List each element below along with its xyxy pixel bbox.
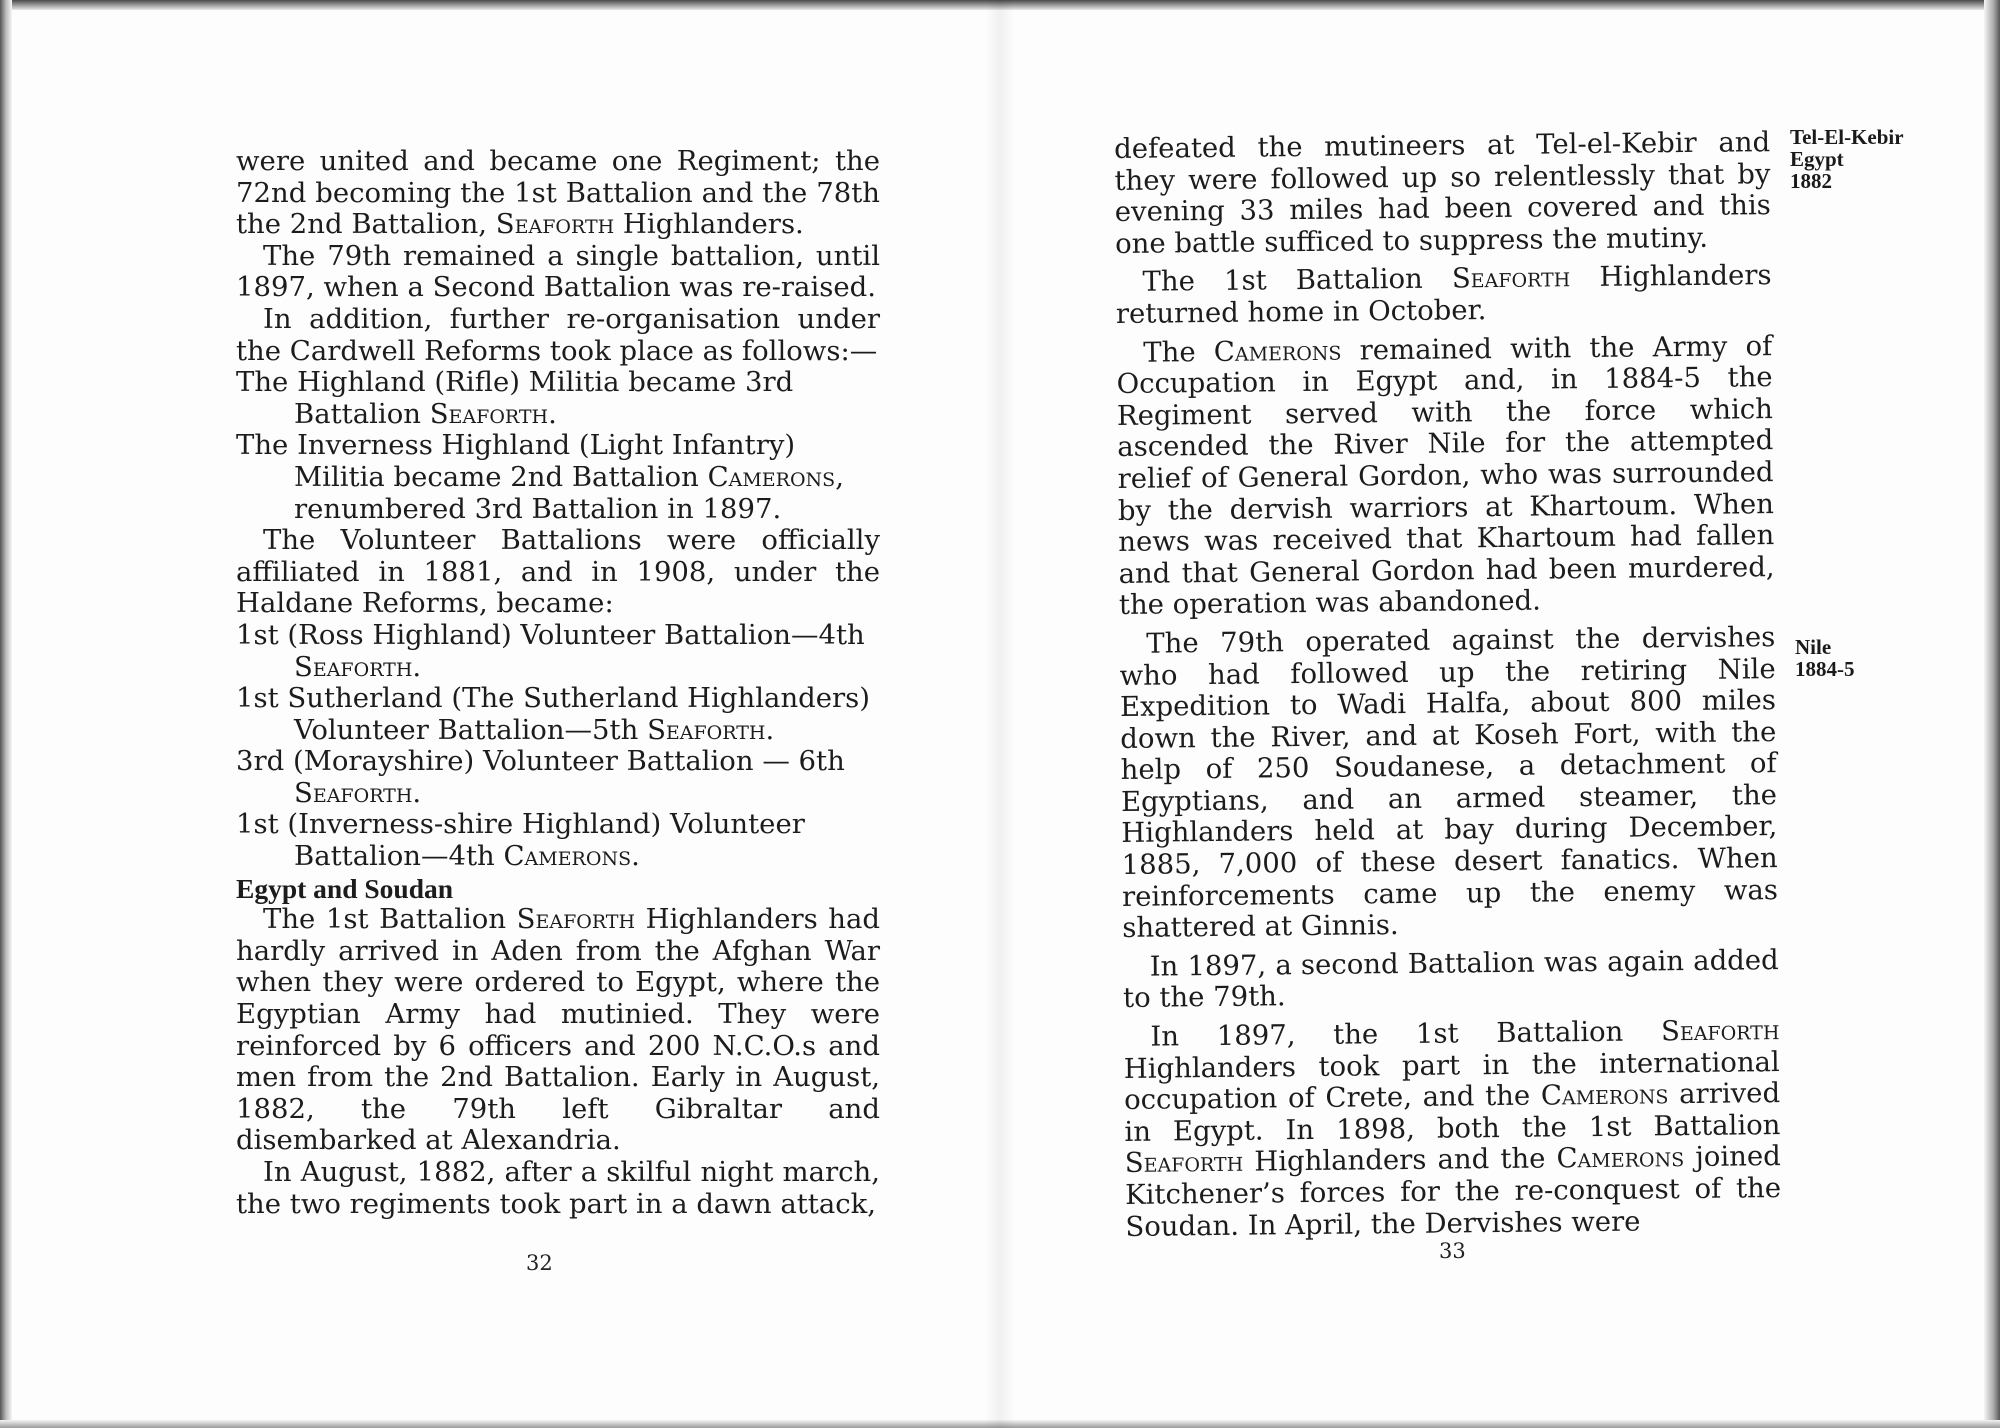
- list-item: 3rd (Morayshire) Volunteer Battalion — 6th Seaforth.: [236, 745, 845, 809]
- paragraph: In 1897, a second Battalion was again added to the 79th.: [1122, 943, 1779, 1015]
- regiment-name: Camerons: [1540, 1078, 1669, 1112]
- paragraph: were united and became one Regiment; the 72nd becoming the 1st Battalion and the 78th the 2nd Battalion, Seaforth Highlanders.: [236, 145, 880, 241]
- regiment-name: Camerons: [1556, 1141, 1685, 1175]
- right-page: [1114, 127, 1782, 1243]
- section-heading: Egypt and Soudan: [236, 872, 454, 904]
- regiment-name: Seaforth: [647, 713, 766, 746]
- page-right-edge: [1984, 0, 2000, 1428]
- page-number: 32: [526, 1251, 553, 1275]
- regiment-name: Seaforth: [1660, 1014, 1780, 1048]
- paragraph: In 1897, the 1st Battalion Seaforth Highlanders took part in the international occupation of Crete, and the Camerons arrived in Egypt. In 1898, both the 1st Battalion Seaforth Highlanders and the Camerons joined Kitchener’s forces for the re-conquest of the Soudan. In April, the Dervishes were: [1123, 1014, 1782, 1243]
- paragraph: In August, 1882, after a skilful night march, the two regiments took part in a dawn attack,: [236, 1156, 880, 1220]
- page-left-edge: [0, 0, 12, 1428]
- page-number: 33: [1439, 1239, 1466, 1263]
- paragraph: The 1st Battalion Seaforth Highlanders had hardly arrived in Aden from the Afghan War when they were ordered to Egypt, where the Egyptian Army had mutinied. They were reinforced by 6 officers and 200 N.C.O.s and men from the 2nd Battalion. Early in August, 1882, the 79th left Gibraltar and disembarked at Alexandria.: [236, 903, 881, 1157]
- margin-note-line: Egypt: [1790, 147, 1844, 171]
- margin-note-nile: [1795, 636, 1855, 680]
- regiment-name: Seaforth: [516, 903, 636, 936]
- regiment-name: Camerons: [503, 840, 632, 873]
- regiment-name: Seaforth: [429, 397, 549, 430]
- margin-note-line: 1882: [1790, 169, 1832, 193]
- margin-note-tel-el-kebir: [1790, 126, 1904, 192]
- regiment-name: Seaforth: [294, 650, 413, 683]
- list-item: The Inverness Highland (Light Infantry) Militia became 2nd Battalion Camerons, renumbered 3rd Battalion in 1897.: [236, 429, 844, 525]
- regiment-name: Seaforth: [1124, 1146, 1244, 1180]
- regiment-name: Seaforth: [495, 208, 615, 241]
- margin-note-line: Tel-El-Kebir: [1790, 125, 1904, 149]
- regiment-name: Camerons: [1213, 334, 1342, 368]
- margin-note-line: 1884-5: [1795, 657, 1855, 681]
- list-item: 1st Sutherland (The Sutherland Highlanders) Volunteer Battalion—5th Seaforth.: [236, 682, 871, 746]
- regiment-name: Seaforth: [1451, 261, 1571, 295]
- paragraph: The 79th operated against the dervishes who had followed up the retiring Nile Expedition to Wadi Halfa, about 800 miles down the River, and at Koseh Fort, with the help of 250 Soudanese, a detachment of Egyptians, and an armed steamer, the Highlanders held at bay during December, 1885, 7,000 of these desert fanatics. When reinforcements came up the enemy was shattered at Ginnis.: [1119, 621, 1779, 945]
- list-item: 1st (Inverness-shire Highland) Volunteer Battalion—4th Camerons.: [236, 808, 805, 873]
- list-item: 1st (Ross Highland) Volunteer Battalion—4th Seaforth.: [236, 618, 865, 683]
- book-gutter: [985, 0, 1015, 1428]
- paragraph: The 1st Battalion Seaforth Highlanders returned home in October.: [1115, 259, 1772, 330]
- margin-note-line: Nile: [1795, 635, 1832, 659]
- paragraph: defeated the mutineers at Tel-el-Kebir and they were followed up so relentlessly that by evening 33 miles had been covered and this one battle sufficed to suppress the mutiny.: [1113, 126, 1771, 260]
- left-page: [236, 146, 880, 1220]
- paragraph: In addition, further re-organisation under the Cardwell Reforms took place as follows:—: [236, 302, 880, 367]
- regiment-name: Camerons: [707, 460, 836, 493]
- regiment-name: Seaforth: [294, 776, 413, 809]
- paragraph: The 79th remained a single battalion, until 1897, when a Second Battalion was re-raised.: [236, 239, 880, 304]
- paragraph: The Camerons remained with the Army of Occupation in Egypt and, in 1884-5 the Regiment served with the force which ascended the River Nile for the attempted relief of General Gordon, who was surrounded by the dervish warriors at Khartoum. When news was received that Khartoum had fallen and that General Gordon had been murdered, the operation was abandoned.: [1116, 329, 1775, 622]
- list-item: The Highland (Rifle) Militia became 3rd Battalion Seaforth.: [236, 366, 794, 430]
- paragraph: The Volunteer Battalions were officially affiliated in 1881, and in 1908, under the Haldane Reforms, became:: [236, 524, 880, 620]
